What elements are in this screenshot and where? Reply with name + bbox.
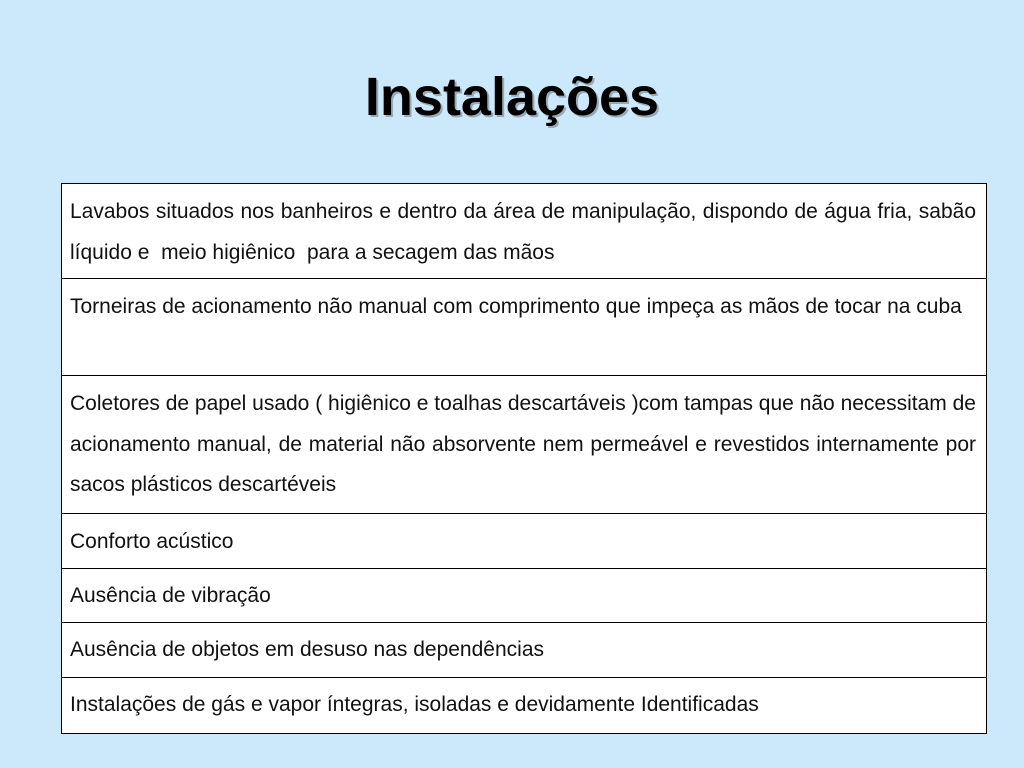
- table-row: [62, 569, 986, 623]
- requirements-table: [61, 183, 987, 734]
- table-row: [62, 623, 986, 678]
- slide-title: Instalações: [364, 67, 660, 127]
- table-row: [62, 279, 986, 376]
- table-cell-text: Ausência de objetos em desuso nas dependências: [70, 638, 544, 661]
- table-cell-text: Instalações de gás e vapor íntegras, isoladas e devidamente Identificadas: [70, 693, 759, 716]
- table-row: [62, 376, 986, 514]
- table-row: [62, 514, 986, 569]
- table-cell-text: Lavabos situados nos banheiros e dentro da área de manipulação, dispondo de água fria, sabão líquido e meio higiênico para a secagem das mãos: [70, 200, 982, 264]
- table-cell-text: Coletores de papel usado ( higiênico e toalhas descartáveis )com tampas que não necessitam de acionamento manual, de material não absorvente nem permeável e revestidos internamente por sacos plásticos descartéveis: [70, 392, 982, 496]
- table-cell-text: Torneiras de acionamento não manual com comprimento que impeça as mãos de tocar na cuba: [70, 295, 962, 318]
- table-cell-text: Conforto acústico: [70, 530, 234, 553]
- table-row: [62, 678, 986, 733]
- table-cell-text: Ausência de vibração: [70, 584, 271, 607]
- table-row: [62, 184, 986, 279]
